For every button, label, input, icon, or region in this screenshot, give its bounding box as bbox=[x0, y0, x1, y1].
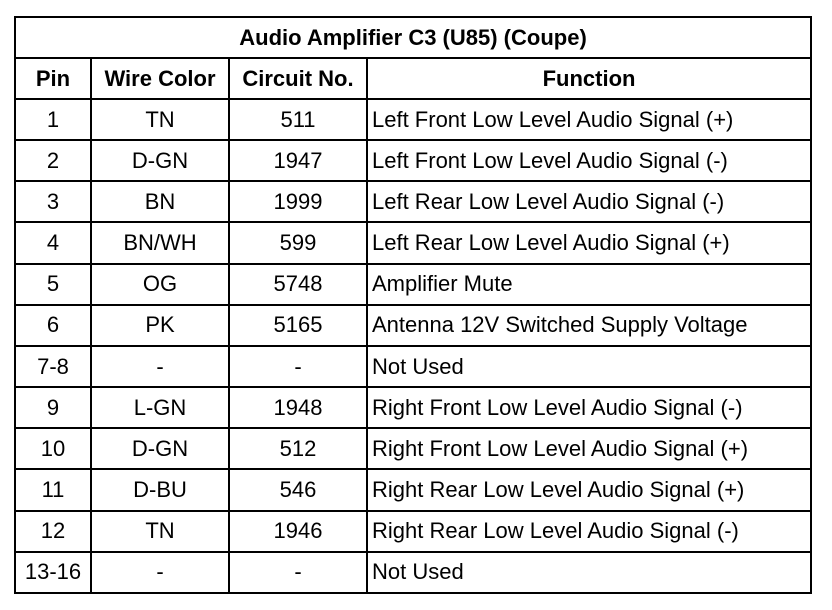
cell-function: Left Rear Low Level Audio Signal (-) bbox=[367, 181, 811, 222]
table-title-row bbox=[15, 17, 811, 58]
cell-function: Right Rear Low Level Audio Signal (+) bbox=[367, 469, 811, 510]
cell-wire-color: D-GN bbox=[91, 428, 229, 469]
cell-circuit-no: 512 bbox=[229, 428, 367, 469]
cell-circuit-no: 599 bbox=[229, 222, 367, 263]
cell-circuit-no: 546 bbox=[229, 469, 367, 510]
column-header-pin: Pin bbox=[15, 58, 91, 99]
table-row bbox=[15, 264, 811, 305]
table-title: Audio Amplifier C3 (U85) (Coupe) bbox=[15, 17, 811, 58]
column-header-function: Function bbox=[367, 58, 811, 99]
cell-circuit-no: 1999 bbox=[229, 181, 367, 222]
cell-pin: 6 bbox=[15, 305, 91, 346]
table-header-row bbox=[15, 58, 811, 99]
cell-function: Left Front Low Level Audio Signal (+) bbox=[367, 99, 811, 140]
table-row bbox=[15, 305, 811, 346]
table-row bbox=[15, 469, 811, 510]
cell-wire-color: TN bbox=[91, 511, 229, 552]
cell-function: Not Used bbox=[367, 346, 811, 387]
cell-function: Left Front Low Level Audio Signal (-) bbox=[367, 140, 811, 181]
cell-function: Not Used bbox=[367, 552, 811, 593]
table-row bbox=[15, 552, 811, 593]
cell-pin: 4 bbox=[15, 222, 91, 263]
cell-wire-color: D-BU bbox=[91, 469, 229, 510]
cell-wire-color: BN bbox=[91, 181, 229, 222]
cell-pin: 13-16 bbox=[15, 552, 91, 593]
cell-function: Right Front Low Level Audio Signal (-) bbox=[367, 387, 811, 428]
cell-function: Antenna 12V Switched Supply Voltage bbox=[367, 305, 811, 346]
table-row bbox=[15, 140, 811, 181]
cell-function: Amplifier Mute bbox=[367, 264, 811, 305]
cell-circuit-no: 1946 bbox=[229, 511, 367, 552]
cell-wire-color: TN bbox=[91, 99, 229, 140]
cell-wire-color: - bbox=[91, 346, 229, 387]
column-header-wire-color: Wire Color bbox=[91, 58, 229, 99]
cell-pin: 3 bbox=[15, 181, 91, 222]
pinout-table bbox=[14, 16, 812, 594]
column-header-circuit-no: Circuit No. bbox=[229, 58, 367, 99]
cell-pin: 11 bbox=[15, 469, 91, 510]
cell-wire-color: PK bbox=[91, 305, 229, 346]
table-row bbox=[15, 387, 811, 428]
cell-pin: 1 bbox=[15, 99, 91, 140]
cell-wire-color: BN/WH bbox=[91, 222, 229, 263]
table-row bbox=[15, 511, 811, 552]
cell-circuit-no: - bbox=[229, 346, 367, 387]
cell-circuit-no: 5165 bbox=[229, 305, 367, 346]
cell-pin: 9 bbox=[15, 387, 91, 428]
pinout-table-wrapper bbox=[14, 16, 810, 594]
table-row bbox=[15, 428, 811, 469]
cell-circuit-no: 1947 bbox=[229, 140, 367, 181]
cell-pin: 12 bbox=[15, 511, 91, 552]
cell-function: Left Rear Low Level Audio Signal (+) bbox=[367, 222, 811, 263]
cell-circuit-no: 5748 bbox=[229, 264, 367, 305]
cell-pin: 7-8 bbox=[15, 346, 91, 387]
cell-circuit-no: 511 bbox=[229, 99, 367, 140]
table-body bbox=[15, 99, 811, 593]
cell-wire-color: - bbox=[91, 552, 229, 593]
table-row bbox=[15, 181, 811, 222]
cell-function: Right Rear Low Level Audio Signal (-) bbox=[367, 511, 811, 552]
cell-wire-color: L-GN bbox=[91, 387, 229, 428]
cell-wire-color: D-GN bbox=[91, 140, 229, 181]
cell-function: Right Front Low Level Audio Signal (+) bbox=[367, 428, 811, 469]
cell-wire-color: OG bbox=[91, 264, 229, 305]
table-row bbox=[15, 99, 811, 140]
cell-pin: 5 bbox=[15, 264, 91, 305]
table-row bbox=[15, 222, 811, 263]
cell-circuit-no: 1948 bbox=[229, 387, 367, 428]
cell-pin: 10 bbox=[15, 428, 91, 469]
table-row bbox=[15, 346, 811, 387]
cell-pin: 2 bbox=[15, 140, 91, 181]
cell-circuit-no: - bbox=[229, 552, 367, 593]
